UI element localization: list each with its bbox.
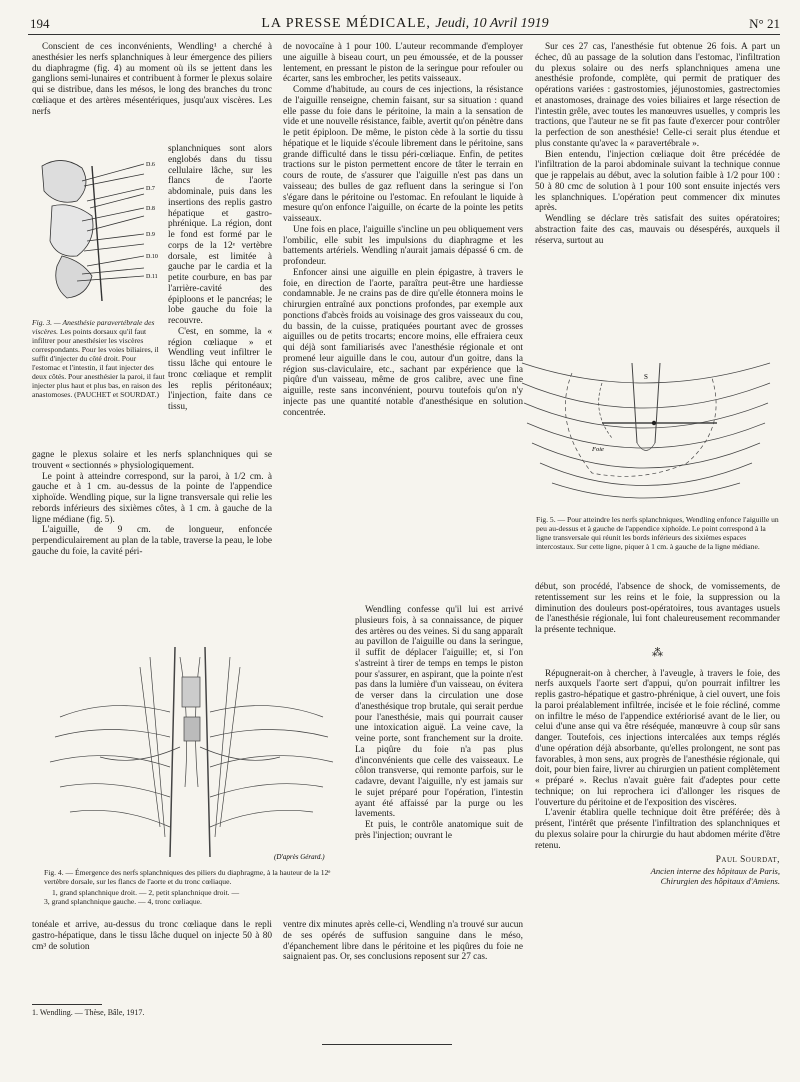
section-separator: ⁂ — [652, 646, 663, 659]
column-1-bottom: tonéale et arrive, au-dessus du tronc cœliaque dans le repli gastro-hépatique, dans le tissu lâche duquel on injecte 50 à 80 cm³ de solution — [32, 920, 272, 952]
author-signature: Paul Sourdat, Ancien interne des hôpitaux de Paris, Chirurgien des hôpitaux d'Amiens. — [650, 855, 780, 886]
paragraph: Conscient de ces inconvénients, Wendling¹ a cherché à anesthésier les nerfs splanchniques à leur émergence des piliers du diaphragme (fig. 4) au moment où ils se jettent dans les ganglions semi-lunaires et contribuent à former le plexus solaire qui se distribue, dans les mésos, le long des branches du tronc cœliaque et des artères mésentériques, jusqu'aux viscères. Les nerfs — [32, 42, 272, 117]
footnote-rule — [32, 1004, 102, 1005]
figure-3-caption: Fig. 3. — Anesthésie paravertébrale des viscères. Les points dorsaux qu'il faut infiltrer pour anesthésier les viscères correspondants. Pour les voies biliaires, il suffit d'injecter du côté droit. Pour l'estomac et l'intestin, il faut injecter des deux côtés. Pour anesthésier la paroi, il faut injecter plus haut et plus bas, en raison des anastomoses. (PAUCHET et SOURDAT.) — [32, 318, 165, 399]
column-1 — [32, 42, 272, 117]
figure-3-side-text: splanchniques sont alors englobés dans du tissu cellulaire lâche, sur les flancs de l'aorte abdominale, puis dans les insertions des replis gastro hépatique et gastro-phrénique. La région, dont le fond est formé par le corps de la 12ᵉ vertèbre dorsale, est limitée à gauche par le cardia et la petite courbure, en bas par l'arrière-cavité des épiploons et le pancréas; le lobe gauche du foie la recouvre. C'est, en somme, la « région cœliaque » et Wendling veut infiltrer le tissu lâche qui entoure le tronc cœliaque et remplit les replis péritonéaux; l'injection, faite dans ce tissu, — [168, 144, 272, 412]
column-2-right-of-figure: Wendling confesse qu'il lui est arrivé plusieurs fois, à sa connaissance, de piquer des artères ou des veines. Si du sang apparaît au pavillon de l'aiguille ou dans la seringue, il suffit de déplacer l'aiguille; et, si l'on s'astreint à tirer de temps en temps le piston pour s'assurer, en aspirant, que la pointe n'est pas dans la lumière d'un vaisseau, on évitera de verser dans la circulation une dose d'anesthésique trop brutale, qui serait perdue pour l'anesthésie, mais qui pourrait causer une intoxication aiguë. La veine cave, la veine porte, sont franchement sur la droite. La piqûre du foie n'a pas plus d'inconvénients que celle des vaisseaux. Le côlon transverse, qui remonte parfois, sur le cadavre, devant l'aiguille, n'y est jamais sur le sujet préparé pour l'opération, l'intestin ayant été affaissé par la purge ou les lavements. Et puis, le contrôle anatomique suit de près l'injection; ouvrant le — [355, 605, 523, 841]
figure-4-illustration — [40, 637, 343, 865]
figure-4-caption: Fig. 4. — Émergence des nerfs splanchniques des piliers du diaphragme, à la hauteur de la 12ᵉ vertèbre dorsale, sur les flancs de l'aorte et du tronc cœliaque. 1, grand splanchnique droit. — 2, petit splanchnique droit. — 3, grand splanchnique gauche. — 4, tronc cœliaque. — [44, 868, 331, 906]
fig3-label-d11: D.11 — [146, 274, 158, 280]
column-3-bottom: début, son procédé, l'absence de shock, de vomissements, de retentissement sur les reins et le foie, la suppression ou la diminution des douleurs post-opératoires, tous avantages usuels de l'anesthésie régionale, lui font chaleureusement recommander la présente technique. ⁂ Répugnerait-on à chercher, à l'aveugle, à travers le foie, des nerfs auxquels l'aorte sert d'appui, qu'on pourrait infiltrer les replis gastro-hépatique et gastro-phrénique, à ciel ouvert, une fois la paroi préalablement infiltrée, incisée et le foie récliné, comme on infiltre le méso de l'appendice extériorisé avant de le lier, ou celui d'une anse qui va être réséquée, manœuvre à coup sûr sans danger. Toutefois, ces injections intercalées aux temps réglés d'une opération déjà absorbante, qu'elles prolongent, ne sont pas favorables, à mon sens, aux progrès de l'anesthésie régionale, qui doit, pour bien faire, livrer au chirurgien un patient complètement « préparé ». Reclus n'avait guère fait d'adeptes pour cette technique; on lui reprochera ici d'allonger les risques de l'ouverture du péritoine et de l'exposition des viscères. L'avenir établira quelle technique doit être préférée; dès à présent, l'intérêt que présente l'infiltration des splanchniques et du plexus solaire pour la chirurgie du haut abdomen mérite d'être retenu. Paul Sourdat, Ancien interne des hôpitaux de Paris, Chirurgien des hôpitaux d'Amiens. — [535, 582, 780, 886]
figure-5-caption: Fig. 5. — Pour atteindre les nerfs splanchniques, Wendling enfonce l'aiguille un peu au-dessus et à gauche de l'appendice xiphoïde. Le point correspond à la ligne transversale qui réunit les bords inférieurs des sixièmes espaces intercostaux. Sur cette ligne, piquer à 1 cm. à gauche de la ligne médiane. — [536, 515, 779, 551]
fig3-label-d8: D.8 — [146, 206, 155, 212]
figure-3-illustration — [32, 146, 168, 306]
fig3-label-d9: D.9 — [146, 232, 155, 238]
bottom-rule — [322, 1044, 452, 1045]
column-1-continued: gagne le plexus solaire et les nerfs splanchniques qui se trouvent « sectionnés » physiologiquement. Le point à atteindre correspond, sur la paroi, à 1/2 cm. à gauche et à 1 cm. au-dessus de la pointe de l'appendice xiphoïde. Wendling pique, sur la ligne transversale qui relie les rebords inférieurs des sixièmes côtes, à 1 cm. à gauche de la ligne médiane (fig. 5). L'aiguille, de 9 cm. de longueur, enfoncée perpendiculairement au plan de la table, traverse la peau, le lobe gauche du foie, la cavité péri- — [32, 450, 272, 557]
column-2: de novocaïne à 1 pour 100. L'auteur recommande d'employer une aiguille à biseau court, un peu émoussée, et de la pousser lentement, en pressant le piston de la seringue pour refouler ou écarter, sans les embrocher, les petits vaisseaux. Comme d'habitude, au cours de ces injections, la résistance de l'aiguille renseigne, chemin faisant, sur sa situation : quand elle passe du foie dans le péritoine, la main a la sensation de vide et une nouvelle résistance, faible, avertit qu'on pénètre dans le petit épiploon. De même, le piston cède à la sortie du tissu hépatique et le liquide s'écoule librement dans le péritoine, sans grande difficulté dans le tissu péri-cœliaque. Enfin, de petites tractions sur le piston permettent encore de tâter le terrain en cours de route, de s'assurer que l'aiguille n'est pas dans un vaisseau; des bulles de gaz refluent dans la seringue si l'on s'égare dans le péritoine ou l'estomac. En refoulant le liquide à mesure qu'on enfonce l'aiguille, on écarte de la pointe les petits vaisseaux. Une fois en place, l'aiguille s'incline un peu obliquement vers l'ombilic, elle subit les impulsions du diaphragme et les battements artériels. Wendling n'aurait jamais dépassé 6 cm. de profondeur. Enfoncer ainsi une aiguille en plein épigastre, à travers le foie, en direction de l'aorte, paraîtra peut-être une hardiesse condamnable. Je ne crains pas de dire qu'elle étonnera moins le chirurgien entraîné aux ponctions profondes, par exemple aux ponctions d'abcès froids au voisinage des gros vaisseaux du cou, du bassin, de la cuisse, pratiquées pourtant avec de grosses aiguilles ou de petits trocarts; encore moins, elle effraiera ceux qui déjà sont familiarisés avec l'anesthésie régionale et ont promené leur aiguille dans le cou, autour d'un goitre, dans la région sus-claviculaire, etc., sachant par expérience que la piqûre d'un vaisseau, même de gros calibre, avec une fine aiguille, reste sans inconvénient, pourvu toutefois qu'on n'y injecte pas une quantité notable d'anesthésique en solution concentrée. — [283, 42, 523, 418]
journal-title: LA PRESSE MÉDICALE, Jeudi, 10 Avril 1919 — [261, 16, 549, 31]
injection-point-marker — [652, 421, 656, 425]
footnote: 1. Wendling. — Thèse, Bâle, 1917. — [32, 1008, 145, 1017]
fig5-label-foie: Foie — [592, 446, 604, 453]
fig3-label-d7: D.7 — [146, 186, 155, 192]
header-rule — [28, 34, 780, 35]
fig5-label-s: S — [644, 373, 648, 381]
column-2-bottom: ventre dix minutes après celle-ci, Wendling n'a trouvé sur aucun de ses opérés de suffusion sanguine dans le méso, d'épanchement libre dans le péritoine et les piqûres du foie ne saignaient pas. Or, ses conclusions reposent sur 27 cas. — [283, 920, 523, 963]
figure-5-illustration — [512, 343, 780, 513]
figure-4-credit: (D'après Gérard.) — [274, 853, 325, 861]
issue-number: N° 21 — [749, 16, 780, 31]
page-number: 194 — [30, 16, 50, 31]
fig3-label-d6: D.6 — [146, 162, 155, 168]
fig3-label-d10: D.10 — [146, 254, 158, 260]
column-3: Sur ces 27 cas, l'anesthésie fut obtenue 26 fois. A part un échec, dû au passage de la solution dans l'estomac, l'infiltration du plexus solaire ou des nerfs splanchniques amena une anesthésie profonde, complète, qui permit de pratiquer des opérations variées : gastrostomies, jéjunostomies, gastrectomies et anastomoses, drainage des voies biliaires et large résection de l'intestin grêle, avec toutes les manœuvres usuelles, y compris les tractions, que l'auteur ne se fit pas faute d'exercer pour contrôler la perfection de son anesthésie! Celle-ci serait plus étendue et plus constante qu'avec la « paravertébrale ». Bien entendu, l'injection cœliaque doit être précédée de l'infiltration de la paroi abdominale suivant la technique connue que je rappelais au début, avec la solution faible à 1/2 pour 100 : 50 à 80 cmc de solution à 1 pour 100 sont ensuite injectés vers les splanchniques. L'opération peut commencer dix minutes après. Wendling se déclare très satisfait des suites opératoires; abstraction faite des cas, mauvais ou désespérés, auxquels il réserva, surtout au — [535, 42, 780, 246]
